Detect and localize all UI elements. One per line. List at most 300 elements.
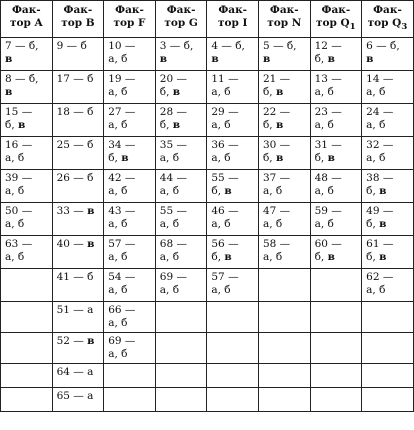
cell-text: 44 — — [159, 172, 187, 184]
cell-text: б, — [366, 185, 380, 197]
table-cell — [155, 388, 207, 412]
table-cell — [310, 388, 362, 412]
table-cell — [310, 170, 362, 203]
cell-text: 66 — — [108, 304, 136, 316]
table-cell — [310, 236, 362, 269]
cell-text-line — [263, 251, 306, 264]
cell-text-line — [108, 205, 151, 218]
cell-text: 7 — б, — [5, 40, 39, 52]
table-cell — [52, 170, 104, 203]
cell-text: в — [159, 53, 168, 65]
cell-text-line — [315, 185, 358, 198]
cell-text: 68 — — [159, 238, 187, 250]
cell-text-line — [5, 119, 48, 132]
cell-text-line — [108, 251, 151, 264]
table-cell — [362, 236, 414, 269]
table-cell — [362, 170, 414, 203]
cell-text-bold: в — [379, 218, 387, 230]
cell-text-line — [108, 73, 151, 86]
cell-text: а, б — [108, 348, 128, 360]
table-cell — [362, 71, 414, 104]
cell-text-bold: в — [224, 185, 232, 197]
cell-text: а, б — [211, 218, 231, 230]
table-row — [1, 333, 414, 364]
cell-text: 52 — — [56, 335, 88, 347]
cell-text-line — [108, 152, 151, 165]
table-cell — [362, 333, 414, 364]
cell-text-line — [108, 271, 151, 284]
cell-text: 27 — — [108, 106, 136, 118]
cell-text-bold: в — [87, 238, 95, 250]
cell-text-bold: в — [121, 152, 129, 164]
cell-text: а, б — [108, 251, 128, 263]
cell-text-bold: в — [327, 53, 335, 65]
table-cell — [310, 269, 362, 302]
cell-text: а, б — [366, 284, 386, 296]
cell-text: а, б — [108, 185, 128, 197]
cell-text-bold: в — [275, 119, 284, 131]
cell-text-line — [315, 119, 358, 132]
table-row — [1, 364, 414, 388]
cell-text-line — [211, 106, 254, 119]
cell-text-line — [5, 53, 48, 66]
cell-text-line — [263, 218, 306, 231]
table-row — [1, 302, 414, 333]
cell-text-bold: в — [379, 185, 387, 197]
cell-text: 32 — — [366, 139, 394, 151]
header-factor-g: Фак- тор G — [155, 1, 207, 38]
cell-text-line — [108, 304, 151, 317]
cell-text: 23 — — [314, 106, 342, 118]
cell-text: а, б — [159, 251, 180, 263]
cell-text: 25 — б — [56, 139, 94, 151]
cell-text: 50 — — [5, 205, 33, 217]
cell-text: 64 — а — [56, 366, 94, 378]
cell-text: 4 — б, — [211, 40, 245, 52]
table-cell — [104, 364, 156, 388]
table-cell — [1, 333, 53, 364]
cell-text-line — [263, 205, 306, 218]
cell-text-line — [160, 73, 203, 86]
table-cell — [207, 104, 259, 137]
table-cell — [104, 269, 156, 302]
cell-text: 57 — — [211, 271, 239, 283]
cell-text: б, — [314, 53, 328, 65]
cell-text-line — [57, 106, 100, 119]
cell-text-line — [366, 284, 409, 297]
table-cell — [362, 104, 414, 137]
table-cell — [258, 137, 310, 170]
cell-text-line — [315, 139, 358, 152]
cell-text: 35 — — [159, 139, 187, 151]
cell-text: 20 — — [159, 73, 187, 85]
cell-text: 51 — а — [56, 304, 94, 316]
table-cell — [155, 71, 207, 104]
table-row — [1, 104, 414, 137]
cell-text: 62 — — [366, 271, 394, 283]
cell-text: 55 — — [159, 205, 187, 217]
cell-text-line — [5, 40, 48, 53]
cell-text-line — [5, 205, 48, 218]
table-cell — [1, 269, 53, 302]
table-cell — [310, 302, 362, 333]
cell-text: 22 — — [262, 106, 291, 118]
cell-text-line — [5, 238, 48, 251]
cell-text: б, — [159, 86, 173, 98]
cell-text-line — [366, 53, 409, 66]
cell-text-line — [160, 119, 203, 132]
cell-text-line — [160, 205, 203, 218]
cell-text: а, б — [211, 284, 231, 296]
cell-text: 69 — — [108, 335, 136, 347]
cell-text-line — [160, 238, 203, 251]
header-factor-q1: Фак- тор $Q_1$ — [310, 1, 362, 38]
table-row — [1, 137, 414, 170]
cell-text: 49 — — [366, 205, 394, 217]
cell-text: 19 — — [108, 73, 136, 85]
cell-text: б, — [262, 152, 276, 164]
cell-text: 24 — — [366, 106, 394, 118]
cell-text-line — [108, 40, 151, 53]
table-cell — [310, 137, 362, 170]
cell-text-line — [160, 172, 203, 185]
cell-text: 36 — — [211, 139, 239, 151]
cell-text: в — [5, 86, 13, 98]
cell-text-line — [211, 86, 254, 99]
cell-text: 42 — — [108, 172, 136, 184]
table-cell — [52, 38, 104, 71]
cell-text-line — [57, 205, 100, 218]
cell-text-line — [315, 73, 358, 86]
cell-text-line — [263, 119, 306, 132]
table-cell — [258, 236, 310, 269]
cell-text: 12 — — [314, 40, 342, 52]
cell-text-line — [108, 317, 151, 330]
cell-text-line — [366, 119, 409, 132]
cell-text-line — [5, 172, 48, 185]
cell-text: а, б — [262, 185, 283, 197]
cell-text-line — [211, 271, 254, 284]
cell-text: 58 — — [262, 238, 291, 250]
table-cell — [104, 203, 156, 236]
cell-text-line — [366, 271, 409, 284]
cell-text-line — [160, 53, 203, 66]
table-cell — [104, 388, 156, 412]
cell-text-line — [57, 390, 100, 403]
cell-text: 57 — — [108, 238, 136, 250]
cell-text: в — [211, 53, 219, 65]
cell-text-line — [160, 251, 203, 264]
table-cell — [310, 38, 362, 71]
cell-text: а, б — [314, 86, 334, 98]
cell-text: б, — [262, 119, 276, 131]
cell-text-line — [108, 284, 151, 297]
cell-text: б, — [211, 251, 225, 263]
cell-text: б, — [262, 86, 276, 98]
table-cell — [52, 302, 104, 333]
table-cell — [155, 333, 207, 364]
cell-text: а, б — [159, 284, 180, 296]
table-cell — [52, 388, 104, 412]
table-cell — [104, 302, 156, 333]
cell-text: а, б — [108, 53, 128, 65]
cell-text-line — [366, 251, 409, 264]
cell-text-bold: в — [275, 152, 284, 164]
cell-text-line — [5, 152, 48, 165]
cell-text: а, б — [314, 185, 334, 197]
table-cell — [258, 269, 310, 302]
table-cell — [155, 364, 207, 388]
cell-text: б, — [314, 251, 328, 263]
cell-text-line — [57, 335, 100, 348]
cell-text-line — [5, 73, 48, 86]
cell-text: 29 — — [211, 106, 239, 118]
cell-text-line — [160, 152, 203, 165]
cell-text: 38 — — [366, 172, 394, 184]
table-row — [1, 236, 414, 269]
table-cell — [207, 364, 259, 388]
cell-text-line — [5, 106, 48, 119]
table-cell — [207, 333, 259, 364]
table-cell — [155, 38, 207, 71]
cell-text-line — [366, 205, 409, 218]
cell-text-line — [263, 185, 306, 198]
cell-text-line — [57, 139, 100, 152]
table-cell — [155, 203, 207, 236]
cell-text: 26 — б — [56, 172, 94, 184]
table-cell — [155, 302, 207, 333]
cell-text: 40 — — [56, 238, 88, 250]
table-cell — [52, 364, 104, 388]
cell-text-line — [5, 218, 48, 231]
cell-text: а, б — [108, 317, 128, 329]
cell-text: 21 — — [262, 73, 291, 85]
cell-text: а, б — [108, 119, 128, 131]
cell-text-line — [211, 172, 254, 185]
cell-text-line — [211, 251, 254, 264]
cell-text: б, — [159, 119, 173, 131]
cell-text: а, б — [5, 251, 25, 263]
cell-text: 16 — — [5, 139, 33, 151]
table-cell — [310, 71, 362, 104]
cell-text: 41 — б — [56, 271, 94, 283]
table-cell — [258, 364, 310, 388]
cell-text-line — [5, 185, 48, 198]
cell-text-line — [160, 139, 203, 152]
header-factor-a: Фак- тор A — [1, 1, 53, 38]
cell-text-line — [108, 218, 151, 231]
cell-text: а, б — [159, 218, 180, 230]
header-factor-n: Фак- тор N — [258, 1, 310, 38]
cell-text-line — [211, 139, 254, 152]
cell-text: а, б — [159, 152, 180, 164]
table-cell — [104, 170, 156, 203]
cell-text-line — [108, 172, 151, 185]
cell-text-bold: в — [327, 251, 335, 263]
cell-text: а, б — [211, 152, 231, 164]
cell-text: 69 — — [159, 271, 187, 283]
table-cell — [52, 71, 104, 104]
cell-text-line — [211, 53, 254, 66]
cell-text: а, б — [211, 119, 231, 131]
cell-text-bold: в — [275, 86, 284, 98]
cell-text: 30 — — [262, 139, 291, 151]
cell-text-line — [5, 139, 48, 152]
table-cell — [155, 137, 207, 170]
header-factor-q3: Фак- тор $Q_3$ — [362, 1, 414, 38]
table-cell — [258, 38, 310, 71]
cell-text-line — [57, 40, 100, 53]
cell-text-line — [160, 218, 203, 231]
cell-text-line — [5, 251, 48, 264]
cell-text: 14 — — [366, 73, 394, 85]
cell-text: а, б — [314, 218, 334, 230]
cell-text: а, б — [262, 251, 283, 263]
cell-text: 3 — б, — [159, 40, 194, 52]
cell-text-line — [108, 86, 151, 99]
table-cell — [104, 236, 156, 269]
cell-text-line — [366, 172, 409, 185]
cell-text: 15 — — [5, 106, 33, 118]
cell-text: 11 — — [211, 73, 239, 85]
cell-text-line — [315, 152, 358, 165]
header-factor-b: Фак- тор B — [52, 1, 104, 38]
cell-text-line — [57, 271, 100, 284]
cell-text-line — [160, 284, 203, 297]
cell-text: в — [366, 53, 374, 65]
cell-text: б, — [108, 152, 122, 164]
cell-text-line — [366, 185, 409, 198]
cell-text: 56 — — [211, 238, 239, 250]
cell-text: а, б — [262, 218, 283, 230]
cell-text: 6 — б, — [366, 40, 400, 52]
table-cell — [362, 388, 414, 412]
cell-text: 37 — — [262, 172, 291, 184]
cell-text: б, — [211, 185, 225, 197]
cell-text-line — [5, 86, 48, 99]
table-cell — [362, 302, 414, 333]
cell-text: а, б — [159, 185, 180, 197]
cell-text-bold: в — [172, 86, 181, 98]
cell-text: 39 — — [5, 172, 33, 184]
cell-text-line — [366, 238, 409, 251]
table-body — [1, 38, 414, 412]
cell-text-line — [263, 40, 306, 53]
cell-text-line — [366, 40, 409, 53]
cell-text: 55 — — [211, 172, 239, 184]
table-cell — [362, 269, 414, 302]
table-cell — [310, 364, 362, 388]
table-cell — [1, 364, 53, 388]
table-cell — [52, 203, 104, 236]
cell-text-line — [108, 335, 151, 348]
cell-text: б, — [314, 152, 328, 164]
cell-text-line — [108, 185, 151, 198]
cell-text-bold: в — [87, 205, 95, 217]
cell-text-bold: в — [18, 119, 26, 131]
cell-text-line — [366, 86, 409, 99]
header-factor-i: Фак- тор I — [207, 1, 259, 38]
table-cell — [104, 71, 156, 104]
table-cell — [1, 170, 53, 203]
cell-text-line — [315, 53, 358, 66]
table-cell — [207, 203, 259, 236]
table-cell — [1, 203, 53, 236]
table-row — [1, 388, 414, 412]
cell-text: 63 — — [5, 238, 33, 250]
table-cell — [207, 38, 259, 71]
cell-text: 31 — — [314, 139, 342, 151]
cell-text-line — [108, 53, 151, 66]
cell-text-line — [366, 106, 409, 119]
cell-text: а, б — [314, 119, 334, 131]
table-cell — [52, 104, 104, 137]
cell-text-line — [57, 172, 100, 185]
cell-text-line — [211, 119, 254, 132]
cell-text-line — [366, 73, 409, 86]
cell-text-line — [211, 152, 254, 165]
cell-text-line — [315, 251, 358, 264]
cell-text: а, б — [5, 218, 25, 230]
cell-text: 18 — б — [56, 106, 94, 118]
cell-text: 47 — — [262, 205, 291, 217]
cell-text: 13 — — [314, 73, 342, 85]
cell-text-bold: в — [172, 119, 181, 131]
cell-text-line — [315, 172, 358, 185]
cell-text-bold: в — [87, 335, 95, 347]
cell-text-line — [315, 238, 358, 251]
table-cell — [362, 38, 414, 71]
table-cell — [155, 236, 207, 269]
table-cell — [1, 38, 53, 71]
cell-text-line — [315, 205, 358, 218]
cell-text: 9 — б — [56, 40, 87, 52]
cell-text-line — [315, 106, 358, 119]
cell-text: 59 — — [314, 205, 342, 217]
table-cell — [207, 302, 259, 333]
cell-text-line — [263, 152, 306, 165]
table-cell — [104, 333, 156, 364]
cell-text-line — [108, 238, 151, 251]
cell-text: 43 — — [108, 205, 136, 217]
cell-text: 65 — а — [56, 390, 94, 402]
cell-text: 60 — — [314, 238, 342, 250]
table-row — [1, 203, 414, 236]
cell-text-line — [263, 172, 306, 185]
cell-text: 28 — — [159, 106, 187, 118]
cell-text: б, — [5, 119, 18, 131]
cell-text-line — [315, 218, 358, 231]
cell-text: 46 — — [211, 205, 239, 217]
cell-text-line — [160, 86, 203, 99]
table-cell — [258, 388, 310, 412]
table-cell — [310, 333, 362, 364]
table-cell — [1, 71, 53, 104]
table-cell — [258, 333, 310, 364]
table-cell — [155, 104, 207, 137]
cell-text-line — [57, 304, 100, 317]
cell-text-line — [108, 106, 151, 119]
cell-text-line — [315, 40, 358, 53]
cell-text-line — [366, 152, 409, 165]
cell-text: 5 — б, — [262, 40, 297, 52]
table-cell — [362, 203, 414, 236]
table-cell — [207, 137, 259, 170]
cell-text-line — [263, 139, 306, 152]
cell-text: 61 — — [366, 238, 394, 250]
cell-text: а, б — [366, 86, 386, 98]
cell-text-line — [211, 40, 254, 53]
